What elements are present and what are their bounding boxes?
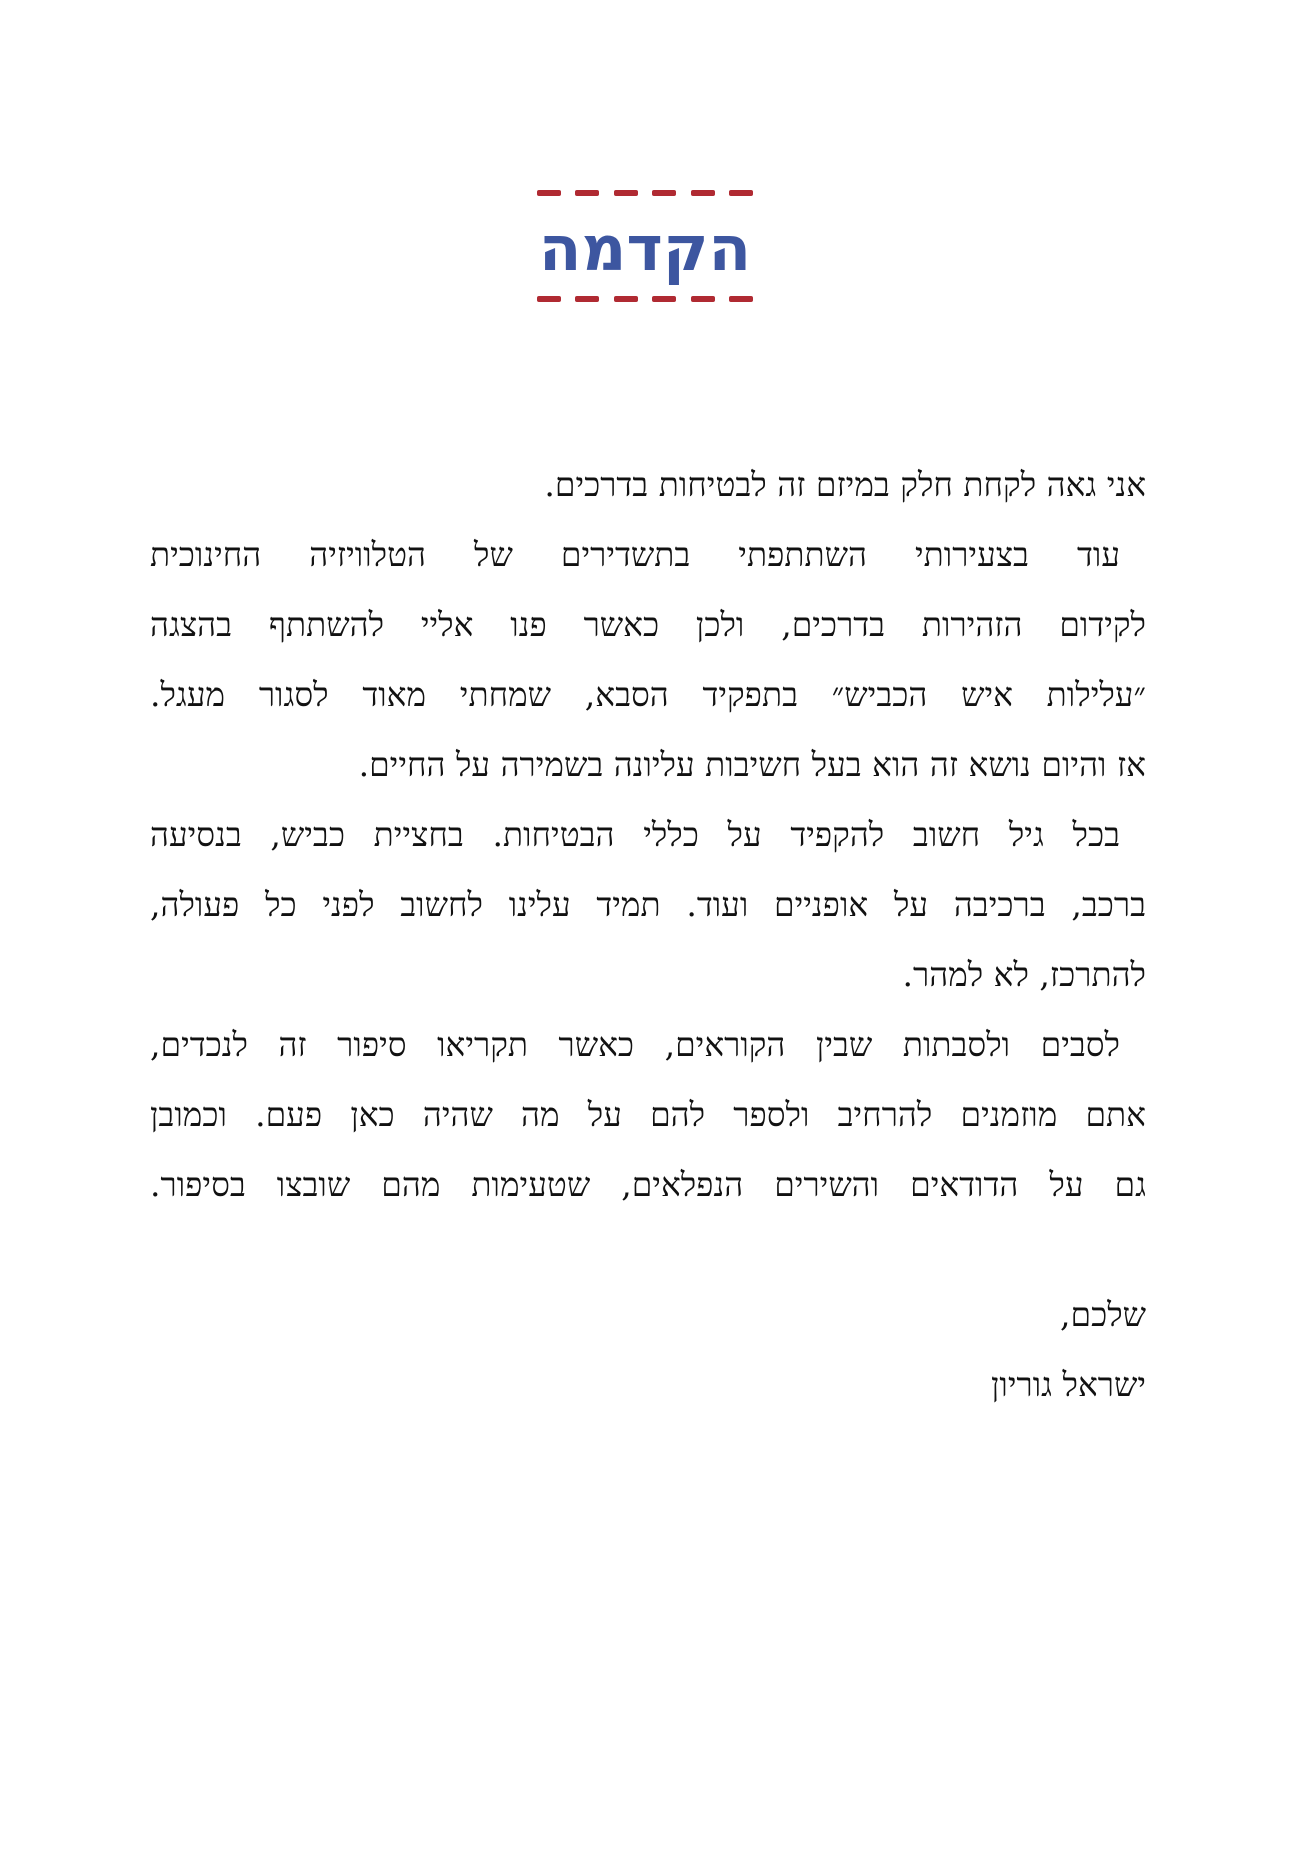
page-title: הקדמה (538, 212, 752, 285)
text-line: עוד בצעירותי השתתפתי בתשדירים של הטלוויזיה החינוכית (150, 535, 1120, 574)
text-line: אז והיום נושא זה הוא בעל חשיבות עליונה בשמירה על החיים. (358, 745, 1146, 784)
dash (614, 190, 638, 196)
dash (729, 190, 753, 196)
dash (537, 296, 561, 302)
text-line: גם על הדודאים והשירים הנפלאים, שטעימות מהם שובצו בסיפור. (150, 1165, 1146, 1204)
signature-name: ישראל גוריון (990, 1365, 1146, 1404)
text-line: להתרכז, לא למהר. (902, 955, 1146, 994)
text-line: ״עלילות איש הכביש״ בתפקיד הסבא, שמחתי מאוד לסגור מעגל. (150, 675, 1146, 714)
dash (575, 296, 599, 302)
text-line: בכל גיל חשוב להקפיד על כללי הבטיחות. בחציית כביש, בנסיעה (150, 815, 1120, 854)
dash (652, 296, 676, 302)
bottom-dashed-rule (537, 296, 753, 302)
signature-closing: שלכם, (1059, 1295, 1146, 1334)
dash (729, 296, 753, 302)
text-line: לקידום הזהירות בדרכים, ולכן כאשר פנו אליי להשתתף בהצגה (150, 605, 1146, 644)
dash (652, 190, 676, 196)
top-dashed-rule (537, 190, 753, 196)
signature-block (150, 1280, 1146, 1420)
dash (575, 190, 599, 196)
text-line: ברכב, ברכיבה על אופניים ועוד. תמיד עלינו לחשוב לפני כל פעולה, (150, 885, 1146, 924)
dash (537, 190, 561, 196)
text-line: אתם מוזמנים להרחיב ולספר להם על מה שהיה כאן פעם. וכמובן (150, 1095, 1146, 1134)
title-block (525, 190, 765, 308)
dash (691, 190, 715, 196)
preface-body (150, 450, 1146, 1220)
dash (691, 296, 715, 302)
text-line: לסבים ולסבתות שבין הקוראים, כאשר תקריאו סיפור זה לנכדים, (150, 1025, 1120, 1064)
text-line: אני גאה לקחת חלק במיזם זה לבטיחות בדרכים. (544, 465, 1146, 504)
dash (614, 296, 638, 302)
